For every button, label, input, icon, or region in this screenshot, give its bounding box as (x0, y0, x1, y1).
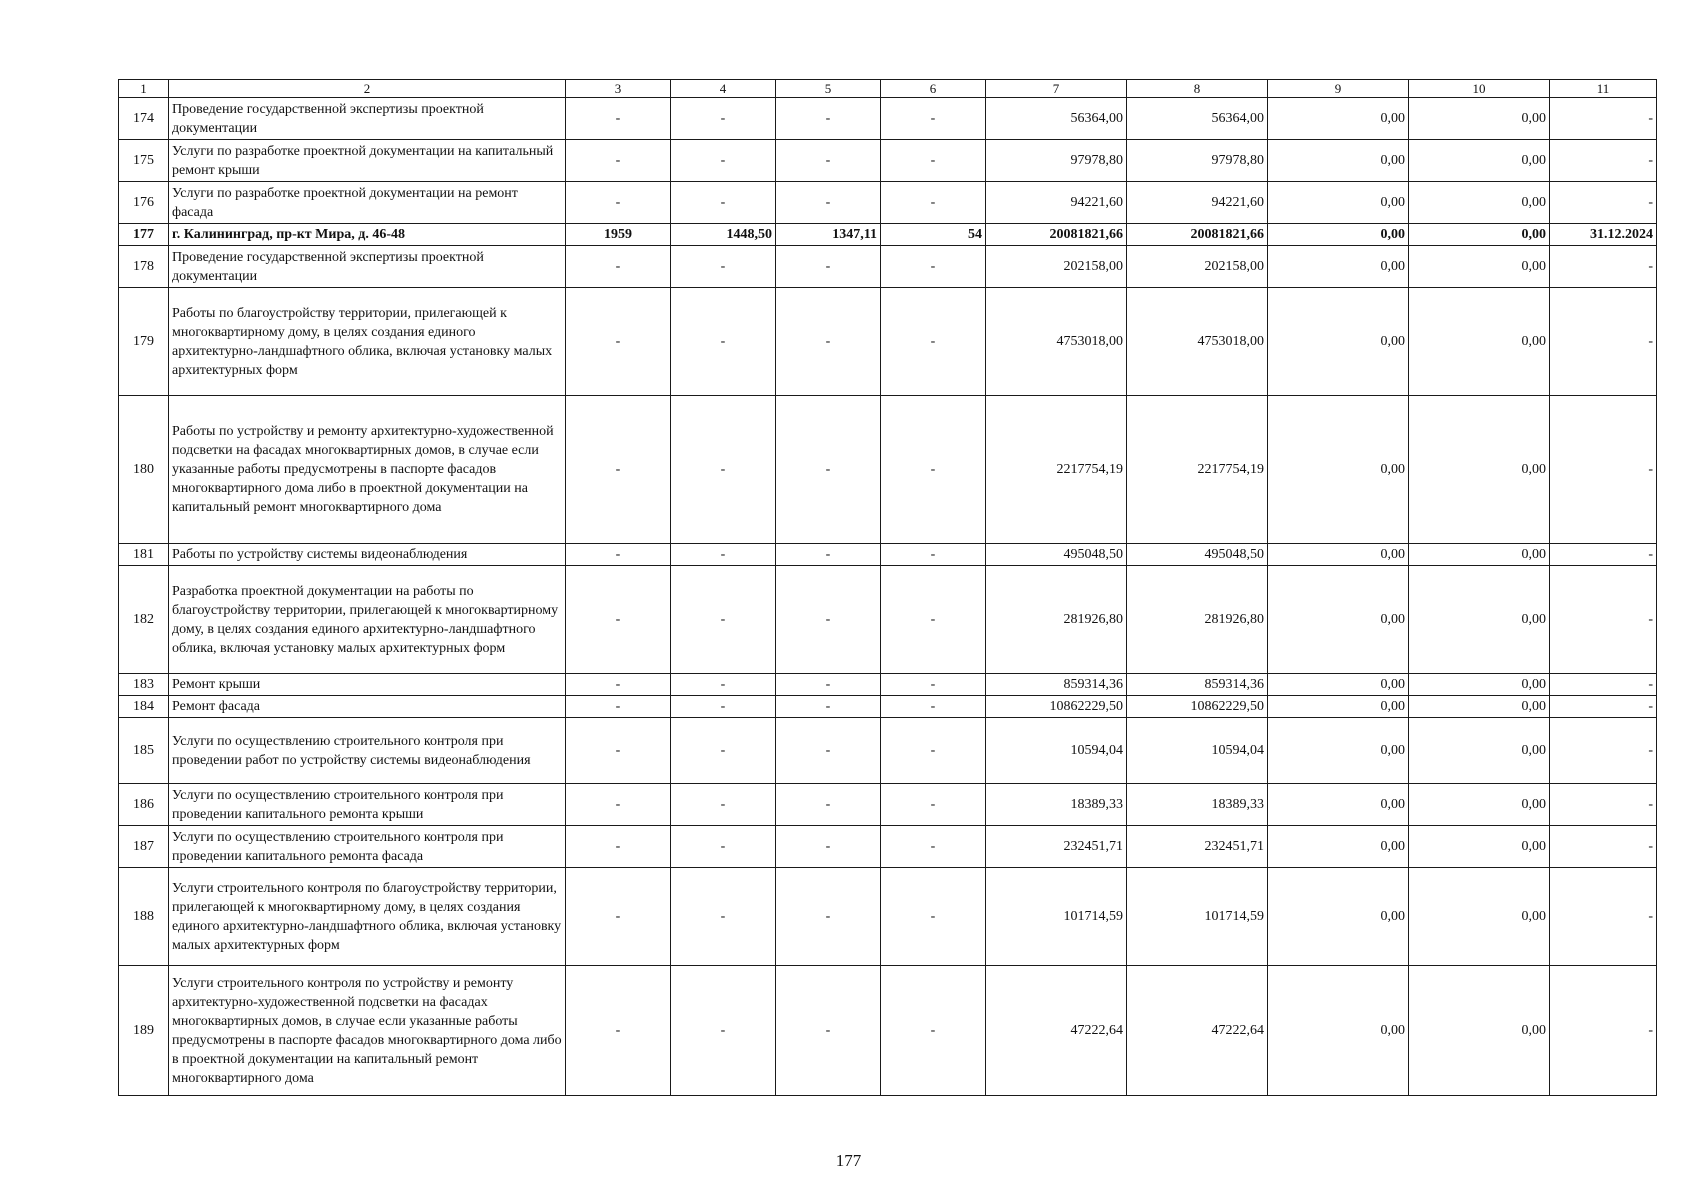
col-6-value: - (881, 544, 986, 566)
col-10-amount: 0,00 (1409, 868, 1550, 966)
header-cell: 6 (881, 80, 986, 98)
col-5-value: - (776, 674, 881, 696)
header-cell: 4 (671, 80, 776, 98)
col-8-amount: 10594,04 (1127, 718, 1268, 784)
table-body (119, 98, 1657, 1096)
works-table (118, 79, 1657, 1096)
col-5-value: - (776, 966, 881, 1096)
col-6-value: - (881, 566, 986, 674)
col-11-value: - (1550, 288, 1657, 396)
col-4-value: - (671, 246, 776, 288)
row-number: 180 (119, 396, 169, 544)
col-7-amount: 4753018,00 (986, 288, 1127, 396)
col-5-value: - (776, 246, 881, 288)
col-3-value: - (566, 182, 671, 224)
col-4-value: - (671, 288, 776, 396)
col-10-amount: 0,00 (1409, 224, 1550, 246)
work-name: Проведение государственной экспертизы проектной документации (169, 98, 566, 140)
col-5-value: - (776, 696, 881, 718)
col-8-amount: 495048,50 (1127, 544, 1268, 566)
col-6-value: - (881, 718, 986, 784)
table-row (119, 140, 1657, 182)
col-8-amount: 94221,60 (1127, 182, 1268, 224)
col-3-value: - (566, 98, 671, 140)
work-name: Услуги по разработке проектной документации на ремонт фасада (169, 182, 566, 224)
table-row (119, 784, 1657, 826)
col-11-value: - (1550, 544, 1657, 566)
col-10-amount: 0,00 (1409, 396, 1550, 544)
row-number: 189 (119, 966, 169, 1096)
col-3-value: - (566, 868, 671, 966)
col-6-value: - (881, 784, 986, 826)
col-5-value: - (776, 868, 881, 966)
col-7-amount: 94221,60 (986, 182, 1127, 224)
col-5-value: 1347,11 (776, 224, 881, 246)
table-row (119, 674, 1657, 696)
col-11-value: - (1550, 182, 1657, 224)
col-11-value: - (1550, 826, 1657, 868)
col-8-amount: 202158,00 (1127, 246, 1268, 288)
col-8-amount: 18389,33 (1127, 784, 1268, 826)
col-3-value: - (566, 140, 671, 182)
col-6-value: - (881, 98, 986, 140)
header-cell: 1 (119, 80, 169, 98)
col-3-value: - (566, 566, 671, 674)
work-name: г. Калининград, пр-кт Мира, д. 46-48 (169, 224, 566, 246)
col-10-amount: 0,00 (1409, 140, 1550, 182)
work-name: Услуги по осуществлению строительного контроля при проведении капитального ремонта фасада (169, 826, 566, 868)
row-number: 176 (119, 182, 169, 224)
col-3-value: - (566, 246, 671, 288)
col-4-value: 1448,50 (671, 224, 776, 246)
table-row (119, 288, 1657, 396)
col-10-amount: 0,00 (1409, 696, 1550, 718)
col-10-amount: 0,00 (1409, 288, 1550, 396)
col-7-amount: 859314,36 (986, 674, 1127, 696)
row-number: 183 (119, 674, 169, 696)
col-6-value: - (881, 246, 986, 288)
col-10-amount: 0,00 (1409, 784, 1550, 826)
col-9-amount: 0,00 (1268, 784, 1409, 826)
row-number: 181 (119, 544, 169, 566)
col-5-value: - (776, 544, 881, 566)
work-name: Ремонт крыши (169, 674, 566, 696)
col-8-amount: 2217754,19 (1127, 396, 1268, 544)
col-3-value: - (566, 718, 671, 784)
col-11-value: - (1550, 674, 1657, 696)
col-3-value: - (566, 966, 671, 1096)
col-7-amount: 281926,80 (986, 566, 1127, 674)
table-row (119, 182, 1657, 224)
row-number: 185 (119, 718, 169, 784)
col-3-value: 1959 (566, 224, 671, 246)
col-4-value: - (671, 696, 776, 718)
col-5-value: - (776, 566, 881, 674)
table-row (119, 718, 1657, 784)
header-cell: 3 (566, 80, 671, 98)
col-5-value: - (776, 98, 881, 140)
work-name: Работы по устройству системы видеонаблюдения (169, 544, 566, 566)
col-3-value: - (566, 696, 671, 718)
col-6-value: - (881, 140, 986, 182)
col-4-value: - (671, 566, 776, 674)
table-row (119, 544, 1657, 566)
col-4-value: - (671, 868, 776, 966)
col-5-value: - (776, 396, 881, 544)
col-9-amount: 0,00 (1268, 182, 1409, 224)
row-number: 175 (119, 140, 169, 182)
col-3-value: - (566, 544, 671, 566)
col-10-amount: 0,00 (1409, 674, 1550, 696)
header-cell: 9 (1268, 80, 1409, 98)
work-name: Ремонт фасада (169, 696, 566, 718)
col-6-value: - (881, 696, 986, 718)
col-10-amount: 0,00 (1409, 182, 1550, 224)
col-7-amount: 2217754,19 (986, 396, 1127, 544)
col-4-value: - (671, 396, 776, 544)
col-4-value: - (671, 784, 776, 826)
col-9-amount: 0,00 (1268, 674, 1409, 696)
table-row (119, 246, 1657, 288)
col-4-value: - (671, 718, 776, 784)
work-name: Услуги по осуществлению строительного контроля при проведении капитального ремонта крыши (169, 784, 566, 826)
col-8-amount: 859314,36 (1127, 674, 1268, 696)
col-9-amount: 0,00 (1268, 246, 1409, 288)
header-cell: 7 (986, 80, 1127, 98)
col-3-value: - (566, 288, 671, 396)
col-4-value: - (671, 140, 776, 182)
col-8-amount: 101714,59 (1127, 868, 1268, 966)
col-4-value: - (671, 98, 776, 140)
col-4-value: - (671, 966, 776, 1096)
table-row (119, 98, 1657, 140)
col-10-amount: 0,00 (1409, 246, 1550, 288)
col-7-amount: 202158,00 (986, 246, 1127, 288)
column-number-header (119, 80, 1657, 98)
col-11-value: - (1550, 966, 1657, 1096)
col-7-amount: 56364,00 (986, 98, 1127, 140)
work-name: Услуги строительного контроля по устройству и ремонту архитектурно-художественной подсветки на фасадах многоквартирных домов, в случае если указанные работы предусмотрены в паспорте фасадов многоквартирного дома либо в проектной документации на капитальный ремонт многоквартирного дома (169, 966, 566, 1096)
col-7-amount: 18389,33 (986, 784, 1127, 826)
col-11-value: - (1550, 140, 1657, 182)
work-name: Разработка проектной документации на работы по благоустройству территории, прилегающей к многоквартирному дому, в целях создания единого архитектурно-ландшафтного облика, включая установку малых архитектурных форм (169, 566, 566, 674)
col-4-value: - (671, 544, 776, 566)
work-name: Работы по благоустройству территории, прилегающей к многоквартирному дому, в целях создания единого архитектурно-ландшафтного облика, включая установку малых архитектурных форм (169, 288, 566, 396)
col-6-value: 54 (881, 224, 986, 246)
table-row (119, 826, 1657, 868)
work-name: Услуги по разработке проектной документации на капитальный ремонт крыши (169, 140, 566, 182)
col-8-amount: 4753018,00 (1127, 288, 1268, 396)
col-8-amount: 47222,64 (1127, 966, 1268, 1096)
col-11-value: - (1550, 696, 1657, 718)
col-10-amount: 0,00 (1409, 98, 1550, 140)
col-6-value: - (881, 182, 986, 224)
page-number: 177 (835, 1151, 862, 1170)
row-number: 178 (119, 246, 169, 288)
work-name: Проведение государственной экспертизы проектной документации (169, 246, 566, 288)
row-number: 182 (119, 566, 169, 674)
col-9-amount: 0,00 (1268, 868, 1409, 966)
col-9-amount: 0,00 (1268, 288, 1409, 396)
col-6-value: - (881, 868, 986, 966)
col-11-value: - (1550, 718, 1657, 784)
col-5-value: - (776, 826, 881, 868)
row-number: 174 (119, 98, 169, 140)
table-row (119, 966, 1657, 1096)
col-4-value: - (671, 826, 776, 868)
col-7-amount: 97978,80 (986, 140, 1127, 182)
col-9-amount: 0,00 (1268, 224, 1409, 246)
col-8-amount: 56364,00 (1127, 98, 1268, 140)
col-9-amount: 0,00 (1268, 696, 1409, 718)
col-7-amount: 10594,04 (986, 718, 1127, 784)
col-10-amount: 0,00 (1409, 718, 1550, 784)
col-3-value: - (566, 826, 671, 868)
col-6-value: - (881, 674, 986, 696)
col-5-value: - (776, 182, 881, 224)
work-name: Услуги строительного контроля по благоустройству территории, прилегающей к многоквартирному дому, в целях создания единого архитектурно-ландшафтного облика, включая установку малых архитектурных форм (169, 868, 566, 966)
row-number: 184 (119, 696, 169, 718)
col-6-value: - (881, 966, 986, 1096)
col-8-amount: 20081821,66 (1127, 224, 1268, 246)
col-6-value: - (881, 288, 986, 396)
header-cell: 2 (169, 80, 566, 98)
table-row (119, 696, 1657, 718)
col-9-amount: 0,00 (1268, 396, 1409, 544)
work-name: Услуги по осуществлению строительного контроля при проведении работ по устройству системы видеонаблюдения (169, 718, 566, 784)
col-8-amount: 10862229,50 (1127, 696, 1268, 718)
col-9-amount: 0,00 (1268, 544, 1409, 566)
col-6-value: - (881, 396, 986, 544)
col-4-value: - (671, 182, 776, 224)
col-3-value: - (566, 396, 671, 544)
col-9-amount: 0,00 (1268, 718, 1409, 784)
col-10-amount: 0,00 (1409, 966, 1550, 1096)
col-10-amount: 0,00 (1409, 544, 1550, 566)
col-4-value: - (671, 674, 776, 696)
col-9-amount: 0,00 (1268, 140, 1409, 182)
header-cell: 5 (776, 80, 881, 98)
table-row (119, 566, 1657, 674)
col-9-amount: 0,00 (1268, 826, 1409, 868)
col-11-value: - (1550, 566, 1657, 674)
row-number: 179 (119, 288, 169, 396)
row-number: 187 (119, 826, 169, 868)
row-number: 177 (119, 224, 169, 246)
col-9-amount: 0,00 (1268, 566, 1409, 674)
col-5-value: - (776, 288, 881, 396)
col-7-amount: 101714,59 (986, 868, 1127, 966)
col-5-value: - (776, 784, 881, 826)
col-3-value: - (566, 784, 671, 826)
col-5-value: - (776, 718, 881, 784)
header-cell: 8 (1127, 80, 1268, 98)
col-8-amount: 97978,80 (1127, 140, 1268, 182)
col-11-value: - (1550, 396, 1657, 544)
col-5-value: - (776, 140, 881, 182)
col-11-value: - (1550, 784, 1657, 826)
header-cell: 10 (1409, 80, 1550, 98)
table-row (119, 396, 1657, 544)
col-6-value: - (881, 826, 986, 868)
col-11-value: - (1550, 246, 1657, 288)
col-11-value: - (1550, 98, 1657, 140)
work-name: Работы по устройству и ремонту архитектурно-художественной подсветки на фасадах многоквартирных домов, в случае если указанные работы предусмотрены в паспорте фасадов многоквартирного дома либо в проектной документации на капитальный ремонт многоквартирного дома (169, 396, 566, 544)
col-9-amount: 0,00 (1268, 966, 1409, 1096)
table-row (119, 868, 1657, 966)
row-number: 188 (119, 868, 169, 966)
table-row (119, 224, 1657, 246)
header-cell: 11 (1550, 80, 1657, 98)
col-8-amount: 232451,71 (1127, 826, 1268, 868)
col-9-amount: 0,00 (1268, 98, 1409, 140)
col-7-amount: 20081821,66 (986, 224, 1127, 246)
col-10-amount: 0,00 (1409, 826, 1550, 868)
col-7-amount: 495048,50 (986, 544, 1127, 566)
col-11-value: 31.12.2024 (1550, 224, 1657, 246)
col-7-amount: 47222,64 (986, 966, 1127, 1096)
col-10-amount: 0,00 (1409, 566, 1550, 674)
col-7-amount: 10862229,50 (986, 696, 1127, 718)
col-11-value: - (1550, 868, 1657, 966)
col-3-value: - (566, 674, 671, 696)
col-7-amount: 232451,71 (986, 826, 1127, 868)
col-8-amount: 281926,80 (1127, 566, 1268, 674)
row-number: 186 (119, 784, 169, 826)
